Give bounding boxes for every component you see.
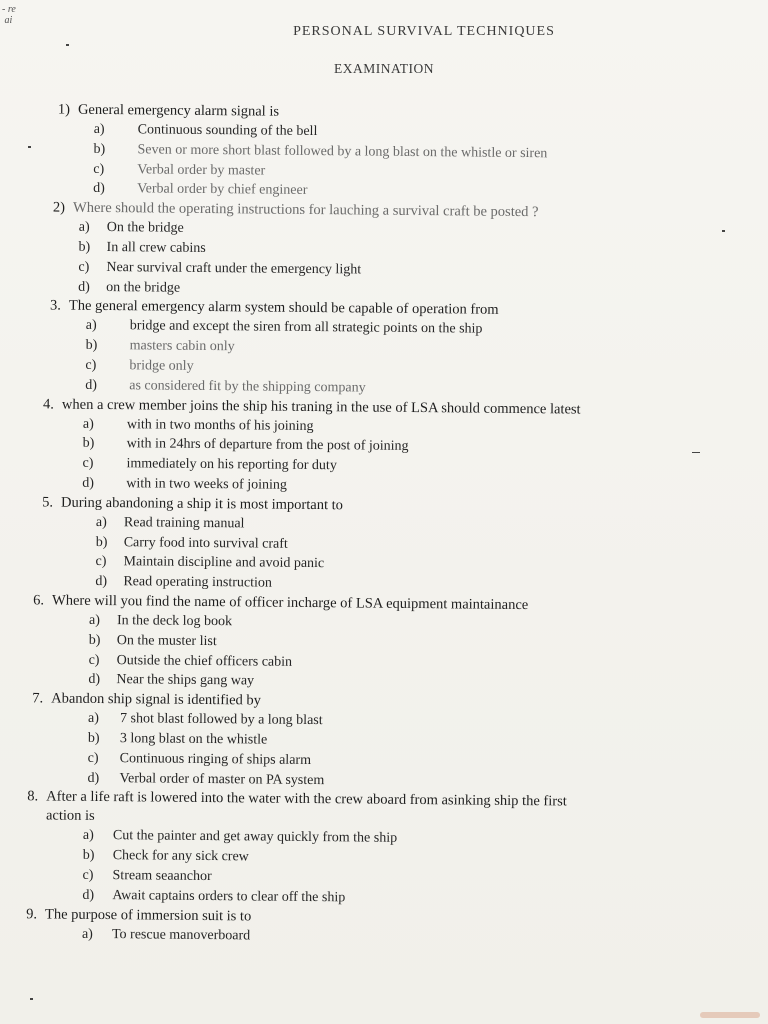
option-list	[82, 826, 761, 912]
option-letter: d)	[88, 672, 101, 688]
question-text: when a crew member joins the ship his traning in the use of LSA should commence latest	[61, 396, 581, 418]
option-list	[88, 611, 763, 697]
option-letter: b)	[78, 239, 91, 255]
option-text: 7 shot blast followed by a long blast	[119, 711, 323, 729]
question-number: 3.	[49, 297, 61, 314]
scan-speck	[28, 146, 31, 148]
option-text: Near the ships gang way	[116, 672, 255, 689]
question-4	[42, 395, 765, 500]
question-6	[32, 591, 763, 696]
option-text: Carry food into survival craft	[123, 534, 288, 552]
question-9	[26, 905, 760, 951]
option-list	[95, 513, 764, 599]
option-text: immediately on his reporting for duty	[126, 456, 337, 474]
option-text: Continuous sounding of the bell	[137, 122, 318, 140]
option-text: Continuous ringing of ships alarm	[119, 750, 312, 768]
question-3	[49, 297, 766, 402]
option-text: as considered fit by the shipping company	[129, 378, 366, 396]
option-text: Verbal order by master	[137, 161, 266, 179]
option-letter: a)	[82, 828, 94, 844]
question-number: 8.	[27, 788, 39, 805]
option-letter: b)	[82, 436, 95, 452]
option-text: with in 24hrs of departure from the post of joining	[126, 436, 409, 455]
option-list	[93, 120, 768, 206]
question-text-continued: action is	[45, 807, 95, 825]
option-letter: b)	[87, 730, 100, 746]
option-list	[82, 414, 765, 500]
option-text: Maintain discipline and avoid panic	[123, 554, 325, 572]
question-text: Abandon ship signal is identified by	[51, 690, 262, 709]
option-letter: c)	[88, 652, 100, 668]
question-text: Where should the operating instructions for lauching a survival craft be posted ?	[72, 199, 539, 221]
option-text: Stream seaanchor	[112, 868, 212, 884]
option-text: Check for any sick crew	[112, 848, 249, 865]
option-text: 3 long blast on the whistle	[119, 731, 268, 748]
option-letter: a)	[78, 219, 90, 236]
question-text: After a life raft is lowered into the water with the crew aboard from asinking ship the first	[46, 788, 567, 810]
option-text: Verbal order of master on PA system	[119, 770, 325, 788]
question-text: General emergency alarm signal is	[77, 101, 280, 120]
question-text: Where will you find the name of officer incharge of LSA equipment maintainance	[51, 592, 529, 614]
option-letter: b)	[85, 338, 98, 354]
option-letter: b)	[95, 534, 108, 550]
question-text: During abandoning a ship it is most important to	[60, 494, 344, 514]
option-letter: a)	[85, 318, 97, 334]
document-subtitle: EXAMINATION	[334, 61, 434, 76]
question-text: The purpose of immersion suit is to	[44, 905, 252, 924]
scan-edge-mark	[700, 1012, 760, 1018]
option-list	[87, 709, 762, 795]
option-text: masters cabin only	[129, 338, 235, 355]
option-letter: d)	[82, 475, 95, 491]
question-number: 5.	[42, 494, 54, 511]
option-text: with in two weeks of joining	[126, 476, 287, 493]
scan-speck	[66, 44, 69, 46]
option-letter: c)	[82, 867, 94, 883]
option-text: bridge and except the siren from all strategic points on the ship	[129, 318, 483, 338]
option-text: In the deck log book	[116, 613, 233, 630]
question-7	[31, 689, 762, 794]
option-text: In all crew cabins	[106, 240, 206, 256]
question-8	[26, 788, 761, 912]
option-letter: c)	[82, 455, 94, 472]
option-text: Seven or more short blast followed by a long blast on the whistle or siren	[137, 142, 548, 162]
option-letter: a)	[87, 710, 100, 727]
option-letter: a)	[88, 612, 100, 628]
option-list	[78, 218, 767, 304]
option-letter: d)	[82, 887, 95, 903]
option-letter: d)	[85, 377, 98, 393]
question-number: 4.	[43, 395, 55, 413]
option-letter: c)	[87, 750, 99, 766]
question-1	[57, 101, 768, 206]
option-letter: b)	[93, 141, 106, 157]
option-text: Cut the painter and get away quickly from the ship	[112, 828, 398, 847]
question-number: 6.	[33, 592, 45, 609]
question-number: 2)	[52, 199, 66, 216]
option-text: On the bridge	[106, 220, 184, 236]
question-number: 7.	[32, 690, 44, 707]
question-5	[41, 493, 764, 598]
option-letter: d)	[78, 279, 90, 295]
option-text: bridge only	[129, 358, 194, 374]
option-letter: c)	[78, 259, 90, 275]
option-letter: c)	[93, 161, 105, 177]
option-text: Outside the chief officers cabin	[116, 652, 293, 670]
option-text: Read operating instruction	[123, 574, 272, 591]
option-letter: a)	[81, 926, 93, 942]
margin-handwriting: - re ai	[2, 4, 16, 26]
option-letter: d)	[95, 574, 108, 590]
option-text: Near survival craft under the emergency light	[106, 259, 362, 278]
option-text: Await captains orders to clear off the ship	[112, 887, 346, 906]
scan-speck	[692, 452, 700, 453]
option-text: To rescue manoverboard	[111, 926, 251, 943]
option-text: On the muster list	[116, 632, 217, 649]
question-2	[52, 199, 767, 304]
option-text: Read training manual	[123, 514, 245, 532]
question-list	[0, 100, 768, 951]
scan-speck	[30, 998, 33, 1000]
question-text: The general emergency alarm system should be capable of operation from	[68, 298, 499, 319]
scan-speck	[722, 230, 725, 232]
document-title: PERSONAL SURVIVAL TECHNIQUES	[293, 24, 555, 39]
option-letter: d)	[87, 770, 100, 786]
option-letter: a)	[93, 121, 105, 138]
option-text: with in two months of his joining	[126, 416, 314, 434]
option-letter: b)	[82, 847, 95, 864]
question-number: 1)	[57, 101, 71, 118]
option-letter: d)	[93, 181, 105, 197]
option-letter: c)	[95, 554, 107, 570]
option-text: on the bridge	[106, 279, 181, 296]
option-letter: b)	[88, 632, 101, 648]
question-number: 9.	[26, 905, 38, 922]
option-letter: a)	[82, 416, 94, 432]
option-text: Verbal order by chief engineer	[137, 181, 308, 199]
option-letter: c)	[85, 357, 97, 373]
option-list	[85, 316, 766, 402]
option-letter: a)	[95, 514, 107, 530]
